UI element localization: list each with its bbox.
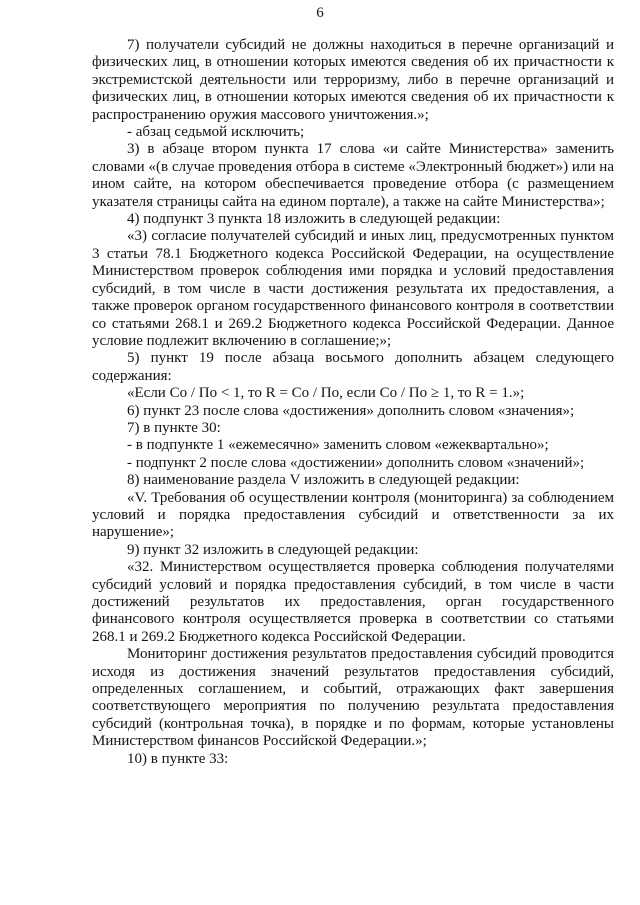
page-number: 6 bbox=[316, 5, 324, 21]
paragraph-monitoring: Мониторинг достижения результатов предоставления субсидий проводится исходя из достижения значений результатов предоставления субсидий, определенных соглашением, и событий, отражающих факт завершения соответствующего мероприятия по получению результата предоставления субсидий (контрольная точка), в порядке и по формам, которые установлены Министерством финансов Российской Федерации.»; bbox=[92, 646, 614, 750]
paragraph-item-3: 3) в абзаце втором пункта 17 слова «и сайте Министерства» заменить словами «(в случае проведения отбора в системе «Электронный бюджет») или на ином сайте, на котором обеспечивается проведение отбора (с размещением указателя страницы сайта на едином портале), а также на сайте Министерства»; bbox=[92, 141, 614, 210]
paragraph-formula: «Если Со / По < 1, то R = Со / По, если Со / По ≥ 1, то R = 1.»; bbox=[127, 385, 525, 402]
paragraph-item-7-point-30: 7) в пункте 30: bbox=[127, 419, 221, 436]
document-body bbox=[92, 37, 614, 768]
paragraph-subitem-2: - подпункт 2 после слова «достижении» дополнить словом «значений»; bbox=[127, 454, 585, 471]
paragraph-subitem-1: - в подпункте 1 «ежемесячно» заменить словом «ежеквартально»; bbox=[127, 437, 549, 454]
paragraph-item-5: 5) пункт 19 после абзаца восьмого дополнить абзацем следующего содержания: bbox=[92, 350, 614, 384]
paragraph-item-7: 7) получатели субсидий не должны находиться в перечне организаций и физических лиц, в отношении которых имеются сведения об их причастности к экстремистской деятельности или терроризму, либо в перечне организаций и физических лиц, в отношении которых имеются сведения об их причастности к распространению оружия массового уничтожения.»; bbox=[92, 37, 614, 123]
paragraph-section-v-title: «V. Требования об осуществлении контроля (мониторинга) за соблюдением условий и порядка предоставления субсидий и ответственности за их нарушение»; bbox=[92, 489, 614, 541]
paragraph-quote-3: «3) согласие получателей субсидий и иных лиц, предусмотренных пунктом 3 статьи 78.1 Бюджетного кодекса Российской Федерации, на осуществление Министерством проверок соблюдения ими порядка и условий предоставления субсидий, в том числе в части достижения результата их предоставления, а также проверок органом государственного финансового контроля в соответствии со статьями 268.1 и 269.2 Бюджетного кодекса Российской Федерации. Данное условие подлежит включению в соглашение;»; bbox=[92, 228, 614, 349]
paragraph-item-6: 6) пункт 23 после слова «достижения» дополнить словом «значения»; bbox=[127, 402, 575, 419]
paragraph-item-4: 4) подпункт 3 пункта 18 изложить в следующей редакции: bbox=[127, 211, 501, 228]
paragraph-quote-32: «32. Министерством осуществляется проверка соблюдения получателями субсидий условий и порядка предоставления субсидий, в том числе в части достижений результатов их предоставления, орган государственного финансового контроля осуществляется проверка в соответствии со статьями 268.1 и 269.2 Бюджетного кодекса Российской Федерации. bbox=[92, 559, 614, 645]
paragraph-delete-abzac: - абзац седьмой исключить; bbox=[127, 124, 305, 141]
paragraph-item-9: 9) пункт 32 изложить в следующей редакции: bbox=[127, 541, 419, 558]
paragraph-item-8: 8) наименование раздела V изложить в следующей редакции: bbox=[127, 472, 520, 489]
paragraph-item-10: 10) в пункте 33: bbox=[127, 750, 229, 767]
